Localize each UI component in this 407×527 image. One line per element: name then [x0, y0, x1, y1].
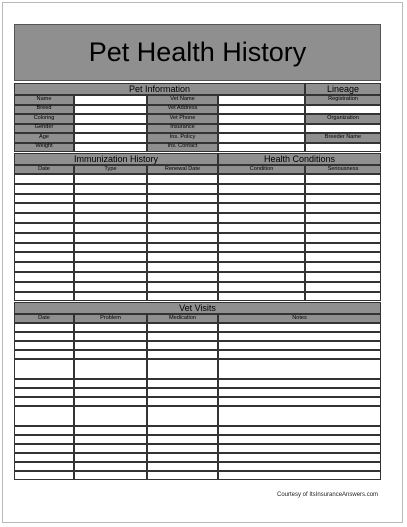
vet-visits-cell[interactable]	[218, 406, 381, 426]
immunization-cell[interactable]	[14, 194, 74, 204]
immunization-cell[interactable]	[74, 194, 147, 204]
vet-visits-cell[interactable]	[218, 323, 381, 332]
vet-visits-column-header: Problem	[74, 314, 147, 323]
vet-info-field[interactable]	[218, 143, 305, 153]
immunization-cell[interactable]	[74, 174, 147, 184]
vet-visits-cell[interactable]	[74, 332, 147, 341]
vet-visits-cell[interactable]	[147, 406, 218, 426]
immunization-cell[interactable]	[14, 223, 74, 233]
vet-visits-cell[interactable]	[74, 406, 147, 426]
immunization-cell[interactable]	[14, 203, 74, 213]
vet-visits-cell[interactable]	[74, 453, 147, 462]
immunization-cell[interactable]	[147, 203, 218, 213]
immunization-cell[interactable]	[14, 272, 74, 282]
vet-visits-cell[interactable]	[147, 332, 218, 341]
vet-visits-cell[interactable]	[74, 323, 147, 332]
immunization-cell[interactable]	[14, 252, 74, 262]
immunization-column-header: Renewal Date	[147, 165, 218, 174]
vet-info-label: Ins. Contact	[147, 143, 218, 153]
vet-visits-cell[interactable]	[218, 350, 381, 359]
vet-visits-cell[interactable]	[14, 323, 74, 332]
immunization-cell[interactable]	[74, 184, 147, 194]
vet-visits-cell[interactable]	[218, 388, 381, 397]
immunization-column-header: Type	[74, 165, 147, 174]
immunization-cell[interactable]	[74, 213, 147, 223]
immunization-cell[interactable]	[147, 223, 218, 233]
immunization-cell[interactable]	[74, 243, 147, 253]
immunization-cell[interactable]	[147, 194, 218, 204]
pet-info-header: Pet Information	[14, 83, 305, 95]
health-cell[interactable]	[218, 272, 305, 282]
vet-visits-cell[interactable]	[218, 462, 381, 471]
vet-visits-cell[interactable]	[218, 471, 381, 480]
vet-visits-cell[interactable]	[14, 435, 74, 444]
health-cell[interactable]	[305, 272, 381, 282]
vet-visits-cell[interactable]	[14, 406, 74, 426]
vet-visits-cell[interactable]	[218, 397, 381, 406]
vet-visits-cell[interactable]	[74, 388, 147, 397]
vet-visits-cell[interactable]	[14, 453, 74, 462]
health-cell[interactable]	[218, 233, 305, 243]
vet-visits-cell[interactable]	[218, 444, 381, 453]
vet-visits-cell[interactable]	[74, 462, 147, 471]
immunization-cell[interactable]	[74, 252, 147, 262]
health-cell[interactable]	[305, 243, 381, 253]
immunization-cell[interactable]	[74, 223, 147, 233]
vet-visits-cell[interactable]	[218, 435, 381, 444]
immunization-cell[interactable]	[74, 233, 147, 243]
immunization-cell[interactable]	[14, 213, 74, 223]
vet-info-field[interactable]	[218, 95, 305, 105]
lineage-field[interactable]	[305, 105, 381, 115]
vet-visits-cell[interactable]	[147, 350, 218, 359]
vet-visits-column-header: Notes	[218, 314, 381, 323]
immunization-cell[interactable]	[147, 282, 218, 292]
health-column-header: Condition	[218, 165, 305, 174]
immunization-cell[interactable]	[14, 243, 74, 253]
health-cell[interactable]	[218, 174, 305, 184]
health-cell[interactable]	[218, 184, 305, 194]
vet-visits-cell[interactable]	[218, 332, 381, 341]
vet-visits-cell[interactable]	[14, 397, 74, 406]
vet-visits-cell[interactable]	[147, 471, 218, 480]
immunization-cell[interactable]	[147, 174, 218, 184]
vet-visits-cell[interactable]	[74, 397, 147, 406]
vet-info-field[interactable]	[218, 133, 305, 143]
pet-info-label: Name	[14, 95, 74, 105]
immunization-cell[interactable]	[147, 184, 218, 194]
vet-info-label: Vet Address	[147, 105, 218, 115]
vet-info-field[interactable]	[218, 105, 305, 115]
vet-info-label: Vet Name	[147, 95, 218, 105]
vet-visits-cell[interactable]	[147, 359, 218, 379]
immunization-cell[interactable]	[14, 282, 74, 292]
vet-visits-cell[interactable]	[14, 332, 74, 341]
vet-visits-cell[interactable]	[74, 341, 147, 350]
health-cell[interactable]	[305, 213, 381, 223]
vet-visits-cell[interactable]	[14, 359, 74, 379]
pet-info-label: Age	[14, 133, 74, 143]
immunization-header: Immunization History	[14, 153, 218, 165]
vet-info-label: Insurance	[147, 124, 218, 134]
vet-visits-cell[interactable]	[74, 426, 147, 435]
vet-visits-cell[interactable]	[147, 341, 218, 350]
immunization-cell[interactable]	[14, 184, 74, 194]
immunization-cell[interactable]	[74, 292, 147, 302]
pet-info-label: Gender	[14, 124, 74, 134]
pet-info-field[interactable]	[74, 133, 147, 143]
health-cell[interactable]	[218, 292, 305, 302]
health-cell[interactable]	[218, 243, 305, 253]
health-cell[interactable]	[218, 213, 305, 223]
vet-visits-cell[interactable]	[74, 435, 147, 444]
immunization-column-header: Date	[14, 165, 74, 174]
vet-info-field[interactable]	[218, 114, 305, 124]
vet-visits-cell[interactable]	[74, 379, 147, 388]
lineage-field[interactable]	[305, 143, 381, 153]
vet-visits-cell[interactable]	[14, 379, 74, 388]
lineage-label: Organization	[305, 114, 381, 124]
immunization-cell[interactable]	[147, 292, 218, 302]
health-cell[interactable]	[305, 233, 381, 243]
health-cell[interactable]	[218, 203, 305, 213]
immunization-cell[interactable]	[147, 243, 218, 253]
immunization-cell[interactable]	[14, 292, 74, 302]
vet-visits-cell[interactable]	[14, 350, 74, 359]
pet-info-label: Coloring	[14, 114, 74, 124]
immunization-cell[interactable]	[147, 272, 218, 282]
footer-credit: Courtesy of ItsInsuranceAnswers.com	[277, 492, 379, 498]
vet-visits-column-header: Medication	[147, 314, 218, 323]
immunization-cell[interactable]	[74, 262, 147, 272]
health-cell[interactable]	[305, 262, 381, 272]
vet-visits-cell[interactable]	[147, 397, 218, 406]
immunization-cell[interactable]	[74, 272, 147, 282]
health-cell[interactable]	[305, 292, 381, 302]
lineage-label: Breeder Name	[305, 133, 381, 143]
immunization-cell[interactable]	[14, 174, 74, 184]
vet-visits-cell[interactable]	[218, 426, 381, 435]
health-cell[interactable]	[305, 174, 381, 184]
vet-info-label: Ins. Policy	[147, 133, 218, 143]
form-title: Pet Health History	[14, 24, 381, 81]
pet-info-field[interactable]	[74, 114, 147, 124]
health-header: Health Conditions	[218, 153, 381, 165]
vet-visits-cell[interactable]	[147, 379, 218, 388]
vet-visits-cell[interactable]	[14, 444, 74, 453]
vet-visits-cell[interactable]	[14, 388, 74, 397]
pet-info-field[interactable]	[74, 105, 147, 115]
immunization-cell[interactable]	[147, 252, 218, 262]
health-cell[interactable]	[218, 252, 305, 262]
pet-info-label: Breed	[14, 105, 74, 115]
vet-info-label: Vet Phone	[147, 114, 218, 124]
immunization-cell[interactable]	[147, 213, 218, 223]
pet-info-field[interactable]	[74, 143, 147, 153]
immunization-cell[interactable]	[147, 233, 218, 243]
vet-visits-cell[interactable]	[147, 453, 218, 462]
health-cell[interactable]	[305, 194, 381, 204]
vet-visits-cell[interactable]	[147, 435, 218, 444]
health-cell[interactable]	[218, 194, 305, 204]
health-cell[interactable]	[305, 252, 381, 262]
vet-visits-cell[interactable]	[74, 359, 147, 379]
pet-info-field[interactable]	[74, 95, 147, 105]
pet-info-label: Weight	[14, 143, 74, 153]
health-cell[interactable]	[305, 223, 381, 233]
lineage-field[interactable]	[305, 124, 381, 134]
vet-visits-cell[interactable]	[147, 426, 218, 435]
immunization-cell[interactable]	[14, 233, 74, 243]
vet-visits-cell[interactable]	[147, 462, 218, 471]
vet-info-field[interactable]	[218, 124, 305, 134]
health-cell[interactable]	[305, 184, 381, 194]
vet-visits-cell[interactable]	[218, 379, 381, 388]
immunization-cell[interactable]	[147, 262, 218, 272]
immunization-cell[interactable]	[14, 262, 74, 272]
vet-visits-cell[interactable]	[218, 453, 381, 462]
vet-visits-column-header: Date	[14, 314, 74, 323]
vet-visits-cell[interactable]	[14, 341, 74, 350]
health-cell[interactable]	[218, 223, 305, 233]
vet-visits-header: Vet Visits	[14, 302, 381, 314]
vet-visits-cell[interactable]	[14, 426, 74, 435]
vet-visits-cell[interactable]	[74, 471, 147, 480]
vet-visits-cell[interactable]	[74, 444, 147, 453]
health-cell[interactable]	[305, 203, 381, 213]
vet-visits-cell[interactable]	[147, 444, 218, 453]
pet-info-field[interactable]	[74, 124, 147, 134]
vet-visits-cell[interactable]	[147, 388, 218, 397]
vet-visits-cell[interactable]	[218, 341, 381, 350]
vet-visits-cell[interactable]	[218, 359, 381, 379]
health-cell[interactable]	[218, 282, 305, 292]
health-cell[interactable]	[218, 262, 305, 272]
vet-visits-cell[interactable]	[147, 323, 218, 332]
vet-visits-cell[interactable]	[14, 471, 74, 480]
vet-visits-cell[interactable]	[74, 350, 147, 359]
lineage-label: Registration	[305, 95, 381, 105]
immunization-cell[interactable]	[74, 282, 147, 292]
health-cell[interactable]	[305, 282, 381, 292]
health-column-header: Seriousness	[305, 165, 381, 174]
vet-visits-cell[interactable]	[14, 462, 74, 471]
lineage-header: Lineage	[305, 83, 381, 95]
immunization-cell[interactable]	[74, 203, 147, 213]
